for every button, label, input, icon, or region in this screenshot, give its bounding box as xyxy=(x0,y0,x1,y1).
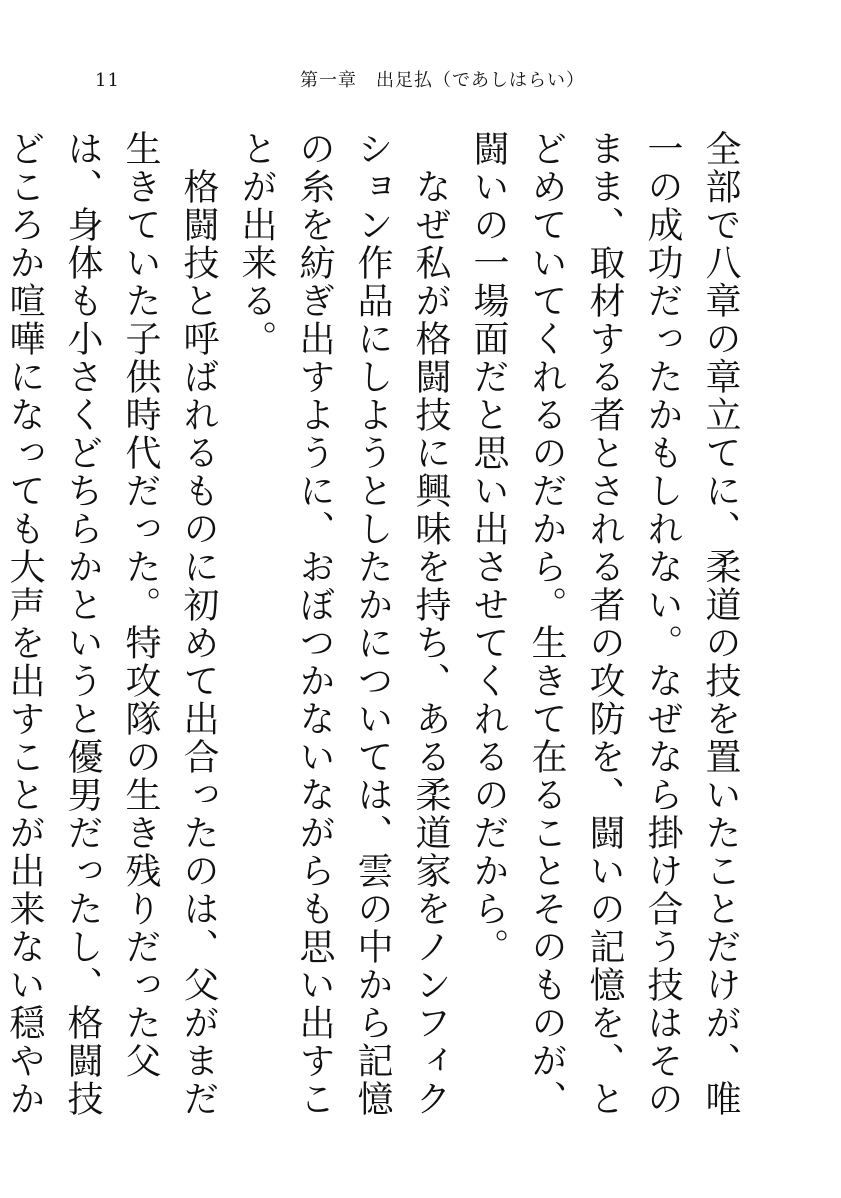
paragraph: なぜ私が格闘技に興味を持ち、ある柔道家をノンフィクション作品にしようとしたかについては、雲の中から記憶の糸を紡ぎ出すように、おぼつかないながらも思い出すことが出来る。 xyxy=(236,130,451,1118)
page-number: 11 xyxy=(95,70,120,91)
running-header: 第一章 出足払（であしはらい） xyxy=(300,70,585,91)
paragraph: 格闘技と呼ばれるものに初めて出合ったのは、父がまだ生きていた子供時代だった。特攻隊の生き残りだった父は、身体も小さくどちらかというと優男だったし、格闘技どころか喧嘩になっても大声を出すことが出来ない穏やか xyxy=(4,130,219,1118)
paragraph: 全部で八章の章立てに、柔道の技を置いたことだけが、唯一の成功だったかもしれない。なぜなら掛け合う技はそのまま、取材する者とされる者の攻防を、闘いの記憶を、とどめていてくれるのだから。生きて在ることそのものが、闘いの一場面だと思い出させてくれるのだから。 xyxy=(468,130,741,1118)
vertical-text-body xyxy=(4,130,749,1130)
